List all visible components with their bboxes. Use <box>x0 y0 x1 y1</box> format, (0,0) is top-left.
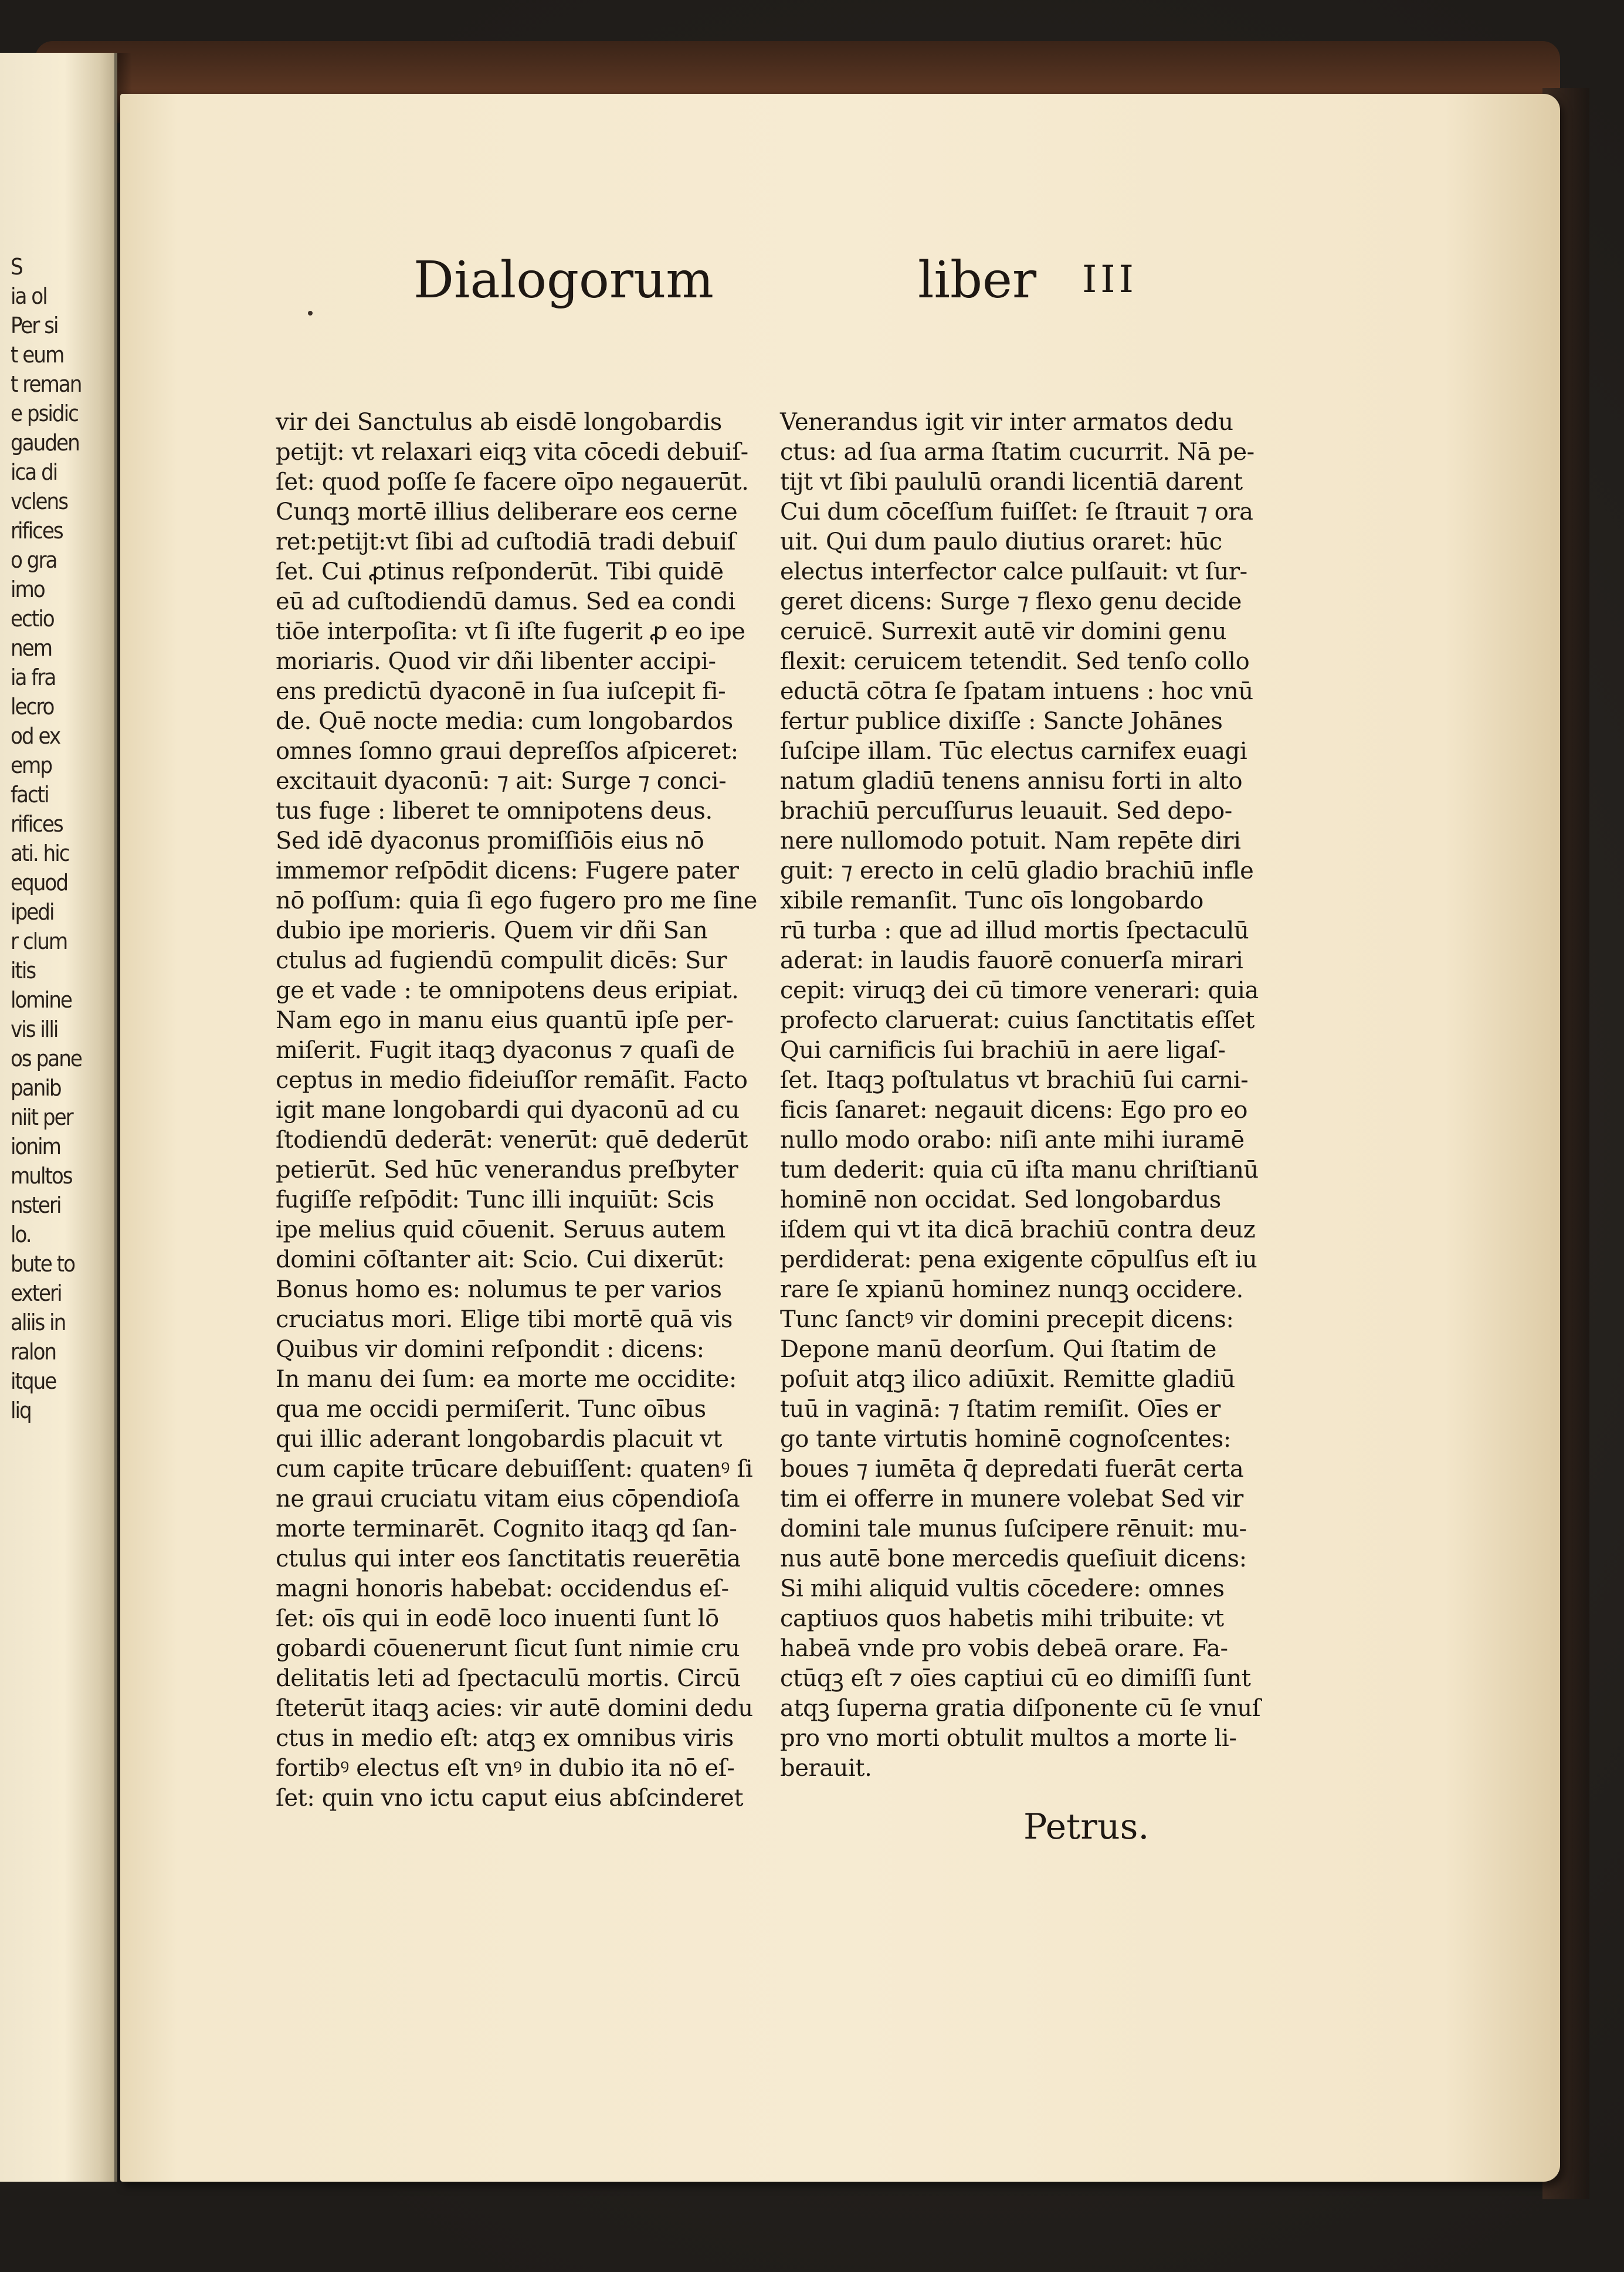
left-line: ſet: quod poſſe ſe facere oīpo negauerūt. <box>276 469 749 496</box>
right-line: poſuit atqꝫ ilico adiūxit. Remitte gladiū <box>780 1366 1236 1393</box>
right-line: rare ſe xpianū hominez nunqꝫ occidere. <box>780 1276 1243 1303</box>
right-line: tim ei offerre in munere volebat Sed vir <box>780 1486 1243 1513</box>
book-page <box>120 94 1560 2182</box>
previous-page-fragment: aliis in <box>11 1310 66 1335</box>
right-line: pro vno morti obtulit multos a morte li- <box>780 1725 1237 1752</box>
right-line: captiuos quos habetis mihi tribuite: vt <box>780 1605 1224 1632</box>
previous-page-fragment: emp <box>11 752 52 778</box>
right-line: ficis ſanaret: negauit dicens: Ego pro eo <box>780 1097 1248 1124</box>
left-line: vir dei Sanctulus ab eisdē longobardis <box>276 409 722 436</box>
left-line: Sed idē dyaconus promiſſiōis eius nō <box>276 828 704 854</box>
right-line: Cui dum cōceſſum fuiſſet: ſe ſtrauit ⁊ ora <box>780 499 1253 525</box>
previous-page-fragment: itis <box>11 958 36 984</box>
previous-page-fragment: rifices <box>11 811 63 837</box>
previous-page-fragment: lomine <box>11 987 72 1013</box>
left-line: ceptus in medio fideiuſſor remāſit. Facto <box>276 1067 748 1094</box>
left-line: domini cōſtanter ait: Scio. Cui dixerūt: <box>276 1246 725 1273</box>
right-line: iſdem qui vt ita dicā brachiū contra deuz <box>780 1216 1256 1243</box>
left-line: tus fuge : liberet te omnipotens deus. <box>276 798 713 825</box>
previous-page-fragment: ionim <box>11 1134 60 1159</box>
right-line: ſet. Itaqꝫ poſtulatus vt brachiū ſui carni- <box>780 1067 1249 1094</box>
previous-page-fragment: exteri <box>11 1280 62 1306</box>
left-line: excitauit dyaconū: ⁊ ait: Surge ⁊ conci- <box>276 768 727 795</box>
left-line: omnes ſomno graui depreſſos aſpiceret: <box>276 738 738 765</box>
right-line: Qui carnificis ſui brachiū in aere ligaſ- <box>780 1037 1226 1064</box>
right-line: go tante virtutis hominē cognoſcentes: <box>780 1426 1231 1453</box>
right-line: Si mihi aliquid vultis cōcedere: omnes <box>780 1575 1225 1602</box>
page-speck <box>308 311 313 316</box>
previous-page-fragment: niit per <box>11 1104 73 1130</box>
previous-page-fragment: ia ol <box>11 283 47 309</box>
previous-page-fragment: e psidic <box>11 401 78 426</box>
previous-page-fragment: vis illi <box>11 1016 58 1042</box>
right-line: aderat: in laudis fauorē conuerſa mirari <box>780 947 1243 974</box>
left-line: fugiſſe reſpōdit: Tunc illi inquiūt: Scis <box>276 1186 714 1213</box>
previous-page-fragment: lo. <box>11 1222 31 1247</box>
previous-page-fragment: equod <box>11 870 68 896</box>
previous-page-fragment: ralon <box>11 1339 56 1365</box>
left-line: nō poſſum: quia ſi ego fugero pro me ſine <box>276 887 758 914</box>
previous-page-fragment: itque <box>11 1368 56 1394</box>
left-line: immemor reſpōdit dicens: Fugere pater <box>276 857 739 884</box>
right-line: electus interfector calce pulſauit: vt ſur- <box>780 558 1247 585</box>
right-line: ſuſcipe illam. Tūc electus carnifex euagi <box>780 738 1247 765</box>
left-line: tiōe interpoſita: vt ſi iſte fugerit ꝓ eo ipe <box>276 618 745 645</box>
right-line: rū turba : que ad illud mortis ſpectaculū <box>780 917 1249 944</box>
left-line: magni honoris habebat: occidendus eſ- <box>276 1575 729 1602</box>
previous-page-fragment: nsteri <box>11 1192 61 1218</box>
left-line: de. Quē nocte media: cum longobardos <box>276 708 733 735</box>
right-line: ceruicē. Surrexit autē vir domini genu <box>780 618 1227 645</box>
left-line: ne graui cruciatu vitam eius cōpendioſa <box>276 1486 740 1513</box>
text-column-left <box>276 408 757 1813</box>
left-line: qui illic aderant longobardis placuit vt <box>276 1426 723 1453</box>
previous-page-fragment: t reman <box>11 371 82 397</box>
previous-page-fragment: ectio <box>11 606 54 632</box>
book-number: III <box>1082 258 1137 301</box>
previous-page-fragment: Per si <box>11 313 58 338</box>
left-line: petijt: vt relaxari eiqꝫ vita cōcedi debuiſ- <box>276 439 748 466</box>
left-line: In manu dei ſum: ea morte me occidite: <box>276 1366 737 1393</box>
previous-page-fragment: S <box>11 254 22 280</box>
left-line: dubio ipe morieris. Quem vir dñi San <box>276 917 708 944</box>
right-line: ctūqꝫ eſt ⁊ oīes captiui cū eo dimiſſi ſunt <box>780 1665 1251 1692</box>
previous-page-fragment: os pane <box>11 1046 82 1071</box>
previous-page-fragment: od ex <box>11 723 60 749</box>
previous-page-fragment: ati. hic <box>11 840 69 866</box>
left-line: petierūt. Sed hūc venerandus preſbyter <box>276 1157 738 1184</box>
left-line: gobardi cōuenerunt ſicut ſunt nimie cru <box>276 1635 740 1662</box>
previous-page-edge <box>0 53 117 2182</box>
left-line: miſerit. Fugit itaqꝫ dyaconus ⁊ quaſi de <box>276 1037 735 1064</box>
left-line: Nam ego in manu eius quantū ipſe per- <box>276 1007 734 1034</box>
right-line: profecto claruerat: cuius ſanctitatis eſſet <box>780 1007 1255 1034</box>
right-line: atqꝫ ſuperna gratia diſponente cū ſe vnuſ <box>780 1695 1261 1722</box>
left-line: ge et vade : te omnipotens deus eripiat. <box>276 977 739 1004</box>
right-line: tum dederit: quia cū iſta manu chriſtianū <box>780 1157 1259 1184</box>
right-line: perdiderat: pena exigente cōpulſus eſt iu <box>780 1246 1257 1273</box>
previous-page-fragment: bute to <box>11 1251 74 1277</box>
previous-page-fragment: t eum <box>11 342 64 368</box>
left-line: delitatis leti ad ſpectaculū mortis. Circū <box>276 1665 741 1692</box>
left-line: ipe melius quid cōuenit. Seruus autem <box>276 1216 725 1243</box>
right-line: natum gladiū tenens annisu forti in alto <box>780 768 1243 795</box>
left-line: Bonus homo es: nolumus te per varios <box>276 1276 722 1303</box>
previous-page-fragment: o gra <box>11 547 57 573</box>
right-line: nus autē bone mercedis queſiuit dicens: <box>780 1545 1247 1572</box>
left-line: ctulus ad fugiendū compulit dicēs: Sur <box>276 947 727 974</box>
left-line: ens predictū dyaconē in ſua iuſcepit fi- <box>276 678 726 705</box>
right-line: guit: ⁊ erecto in celū gladio brachiū infle <box>780 857 1254 884</box>
right-line: ctus: ad ſua arma ſtatim cucurrit. Nā pe- <box>780 439 1255 466</box>
running-head-left: Dialogorum <box>413 251 714 310</box>
left-line: ctus in medio eſt: atqꝫ ex omnibus viris <box>276 1725 734 1752</box>
left-line: ſet: quin vno ictu caput eius abſcinderet <box>276 1785 744 1812</box>
left-line: ctulus qui inter eos ſanctitatis reuerētia <box>276 1545 741 1572</box>
previous-page-fragment: gauden <box>11 430 79 456</box>
right-line: nullo modo orabo: niſi ante mihi iuramē <box>780 1127 1245 1154</box>
previous-page-text-fragments <box>11 252 99 1425</box>
right-line: eductā cōtra ſe ſpatam intuens : hoc vnū <box>780 678 1253 705</box>
right-line: berauit. <box>780 1755 872 1782</box>
left-line: cruciatus mori. Elige tibi mortē quā vis <box>276 1306 733 1333</box>
left-line: cum capite trūcare debuiſſent: quatenꝰ ſi <box>276 1456 753 1483</box>
left-line: qua me occidi permiſerit. Tunc oībus <box>276 1396 706 1423</box>
right-line: domini tale munus ſuſcipere rēnuit: mu- <box>780 1515 1247 1542</box>
previous-page-fragment: vclens <box>11 489 68 514</box>
right-line: Venerandus igit vir inter armatos dedu <box>780 409 1233 436</box>
right-line: boues ⁊ iumēta q̄ depredati fuerāt certa <box>780 1456 1244 1483</box>
previous-page-fragment: r clum <box>11 928 67 954</box>
running-head-right: liber <box>918 251 1037 310</box>
left-line: moriaris. Quod vir dñi libenter accipi- <box>276 648 716 675</box>
left-line: igit mane longobardi qui dyaconū ad cu <box>276 1097 740 1124</box>
left-line: Cunqꝫ mortē illius deliberare eos cerne <box>276 499 738 525</box>
previous-page-fragment: multos <box>11 1163 72 1189</box>
right-line: brachiū percuſſurus leuauit. Sed depo- <box>780 798 1232 825</box>
right-line: Tunc ſanctꝰ vir domini precepit dicens: <box>780 1306 1234 1333</box>
text-column-right <box>780 408 1260 1783</box>
left-line: eū ad cuſtodiendū damus. Sed ea condi <box>276 588 735 615</box>
left-line: morte terminarēt. Cognito itaqꝫ qd ſan- <box>276 1515 737 1542</box>
right-line: hominē non occidat. Sed longobardus <box>780 1186 1221 1213</box>
right-line: tijt vt ſibi paululū orandi licentiā darent <box>780 469 1243 496</box>
previous-page-fragment: facti <box>11 782 49 808</box>
right-line: flexit: ceruicem tetendit. Sed tenſo collo <box>780 648 1250 675</box>
right-line: fertur publice dixiſſe : Sancte Johānes <box>780 708 1223 735</box>
right-line: uit. Qui dum paulo diutius oraret: hūc <box>780 528 1222 555</box>
left-line: ret:petijt:vt ſibi ad cuſtodiā tradi debuiſ <box>276 528 735 555</box>
left-line: ſtodiendū dederāt: venerūt: quē dederūt <box>276 1127 748 1154</box>
previous-page-fragment: lecro <box>11 694 54 720</box>
previous-page-fragment: nem <box>11 635 52 661</box>
previous-page-fragment: ia fra <box>11 664 56 690</box>
previous-page-fragment: panib <box>11 1075 61 1101</box>
previous-page-fragment: rifices <box>11 518 63 544</box>
previous-page-fragment: ipedi <box>11 899 54 925</box>
right-line: habeā vnde pro vobis debeā orare. Fa- <box>780 1635 1228 1662</box>
previous-page-fragment: ica di <box>11 459 57 485</box>
right-line: xibile remanſit. Tunc oīs longobardo <box>780 887 1203 914</box>
right-line: tuū in vaginā: ⁊ ſtatim remiſit. Oīes er <box>780 1396 1220 1423</box>
left-line: ſteterūt itaqꝫ acies: vir autē domini dedu <box>276 1695 753 1722</box>
left-line: Quibus vir domini reſpondit : dicens: <box>276 1336 704 1363</box>
left-line: fortibꝰ electus eſt vnꝰ in dubio ita nō eſ- <box>276 1755 735 1782</box>
previous-page-fragment: liq <box>11 1398 31 1423</box>
previous-page-fragment: imo <box>11 577 45 602</box>
left-line: ſet. Cui ꝓtinus reſponderūt. Tibi quidē <box>276 558 724 585</box>
right-line: geret dicens: Surge ⁊ flexo genu decide <box>780 588 1242 615</box>
left-line: ſet: oīs qui in eodē loco inuenti ſunt lō <box>276 1605 719 1632</box>
speaker-label: Petrus. <box>1023 1806 1150 1847</box>
right-line: cepit: viruqꝫ dei cū timore venerari: quia <box>780 977 1259 1004</box>
right-line: nere nullomodo potuit. Nam repēte diri <box>780 828 1241 854</box>
right-line: Depone manū deorſum. Qui ſtatim de <box>780 1336 1216 1363</box>
